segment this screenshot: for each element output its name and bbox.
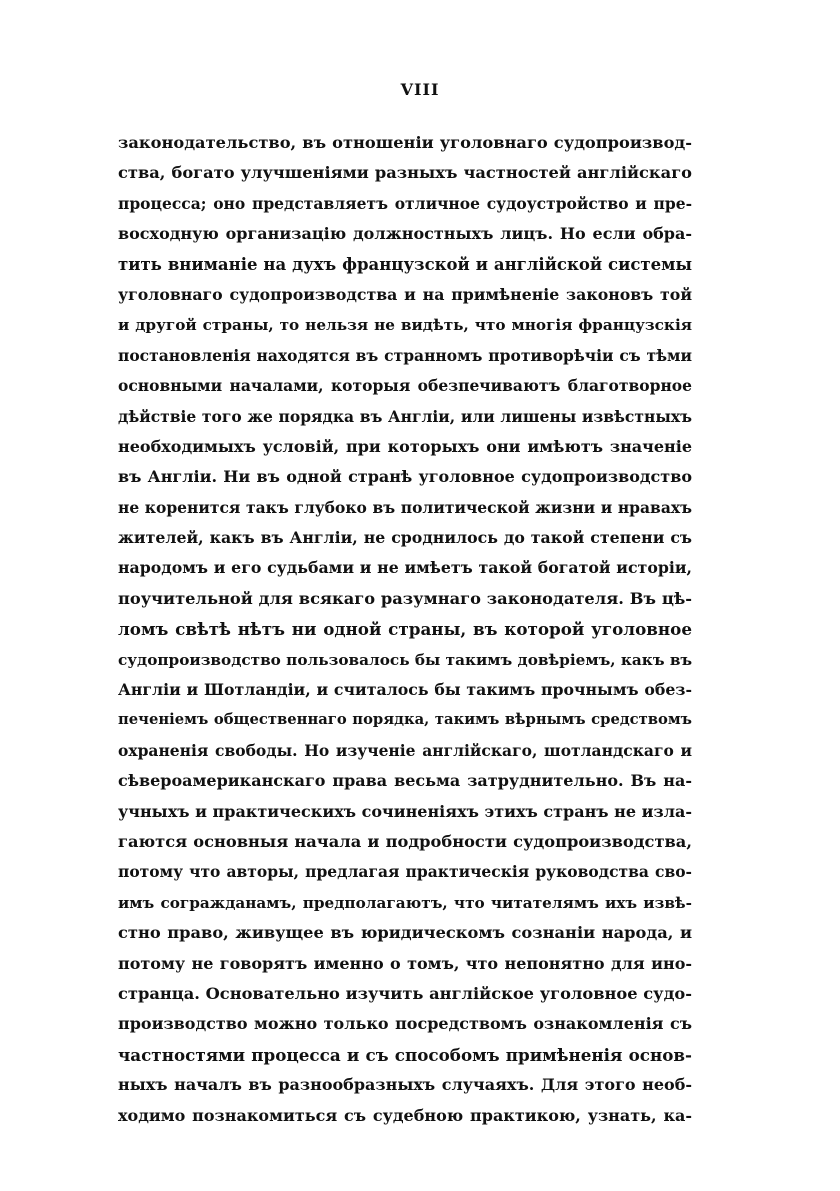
text-line: сѣвероамериканскаго права весьма затруднительно. Въ на- [118,771,692,791]
text-line: охраненія свободы. Но изученіе англійскаго, шотландскаго и [118,740,692,760]
text-line: ства, богато улучшеніями разныхъ частностей англійскаго [118,163,692,183]
text-line: учныхъ и практическихъ сочиненіяхъ этихъ странъ не изла- [118,801,692,821]
text-line: постановленія находятся въ странномъ противорѣчіи съ тѣми [118,345,692,365]
text-line: жителей, какъ въ Англіи, не сроднилось до такой степени съ [118,528,692,548]
text-line: потому не говорятъ именно о томъ, что непонятно для ино- [118,953,692,973]
text-line: судопроизводство пользовалось бы такимъ довѣріемъ, какъ въ [118,650,692,669]
text-line: стно право, живущее въ юридическомъ сознаніи народа, и [118,923,692,943]
text-line: дѣйствіе того же порядка въ Англіи, или лишены извѣстныхъ [118,406,692,426]
text-line: ломъ свѣтѣ нѣтъ ни одной страны, въ которой уголовное [118,619,692,640]
text-line: не коренится такъ глубоко въ политической жизни и нравахъ [118,497,692,517]
text-line: законодательство, въ отношеніи уголовнаго судопроизвод- [118,133,692,152]
text-line: необходимыхъ условій, при которыхъ они имѣютъ значеніе [118,436,692,456]
text-line: народомъ и его судьбами и не имѣетъ такой богатой исторіи, [118,558,692,578]
text-line: производство можно только посредствомъ ознакомленія съ [118,1014,692,1034]
text-line: основными началами, которыя обезпечиваютъ благотворное [118,376,692,396]
text-line: странца. Основательно изучить англійское уголовное судо- [118,983,692,1003]
page-number: VIII [400,80,440,99]
text-line: и другой страны, то нельзя не видѣть, что многія французскія [118,316,692,335]
text-line: имъ согражданамъ, предполагаютъ, что читателямъ ихъ извѣ- [118,893,692,912]
text-line: поучительной для всякаго разумнаго законодателя. Въ цѣ- [118,588,692,608]
text-line: потому что авторы, предлагая практическія руководства сво- [118,862,692,882]
text-line: уголовнаго судопроизводства и на примѣненіе законовъ той [118,284,692,304]
text-line: ходимо познакомиться съ судебною практикою, узнать, ка- [118,1105,692,1125]
text-line: восходную организацію должностныхъ лицъ. Но если обра- [118,224,692,244]
text-line: въ Англіи. Ни въ одной странѣ уголовное судопроизводство [118,467,692,487]
text-line: гаются основныя начала и подробности судопроизводства, [118,831,692,851]
text-line: печеніемъ общественнаго порядка, такимъ вѣрнымъ средствомъ [118,711,692,729]
text-line: ныхъ началъ въ разнообразныхъ случаяхъ. Для этого необ- [118,1075,692,1095]
text-line: частностями процесса и съ способомъ примѣненія основ- [118,1044,692,1065]
text-line: Англіи и Шотландіи, и считалось бы такимъ прочнымъ обез- [118,680,692,700]
text-line: процесса; оно представляетъ отличное судоустройство и пре- [118,193,692,213]
body-text [118,128,692,1131]
text-line: тить вниманіе на духъ французской и англійской системы [118,254,692,274]
